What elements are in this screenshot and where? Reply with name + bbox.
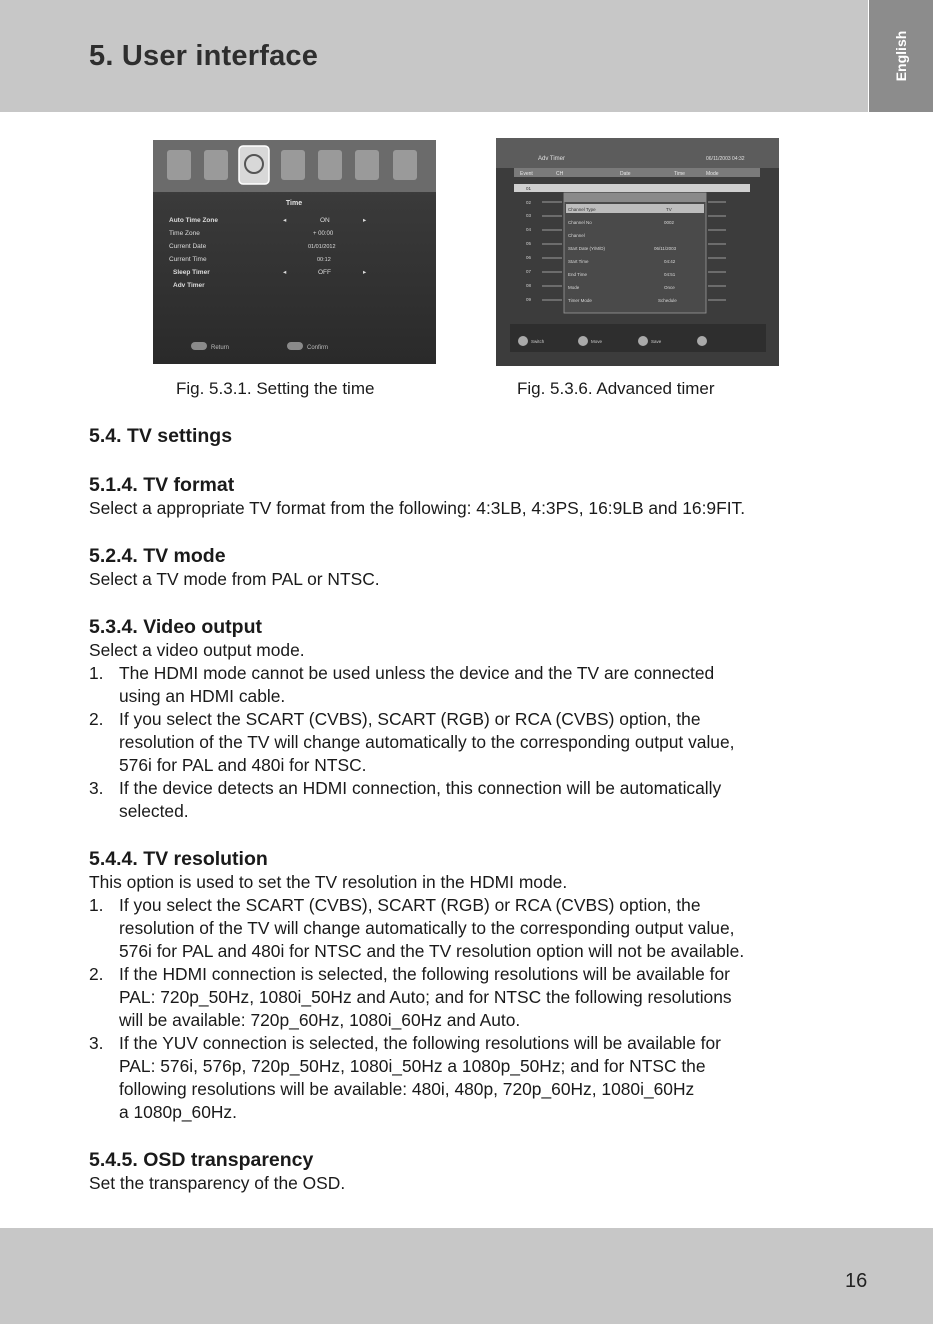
dialog-label: End Time	[568, 272, 588, 277]
return-key-icon	[191, 342, 207, 350]
row-number: 01	[526, 186, 532, 191]
section-text-tv-mode: Select a TV mode from PAL or NTSC.	[89, 569, 380, 589]
list-item: 3. If the YUV connection is selected, the following resolutions will be available for PAL: 576i, 576p, 720p_50Hz, 1080i_50Hz a 1080p_50Hz; and for NTSC the following resolutions will be available: 480i, 480p, 720p_60Hz, 1080i_60Hz a 1080p_60Hz.	[89, 1033, 721, 1122]
section-heading-tv-resolution: 5.4.4. TV resolution	[89, 848, 268, 870]
row-number: 03	[526, 213, 532, 218]
section-heading-osd-transparency: 5.4.5. OSD transparency	[89, 1149, 314, 1171]
dialog-label: Channel No	[568, 220, 592, 225]
column-mode: Mode	[706, 171, 719, 177]
channel-icon	[167, 150, 191, 180]
figure-caption-advanced-timer: Fig. 5.3.6. Advanced timer	[517, 379, 715, 398]
figure-time-settings	[153, 140, 436, 364]
dialog-value: Once	[664, 285, 675, 290]
column-event: Event	[520, 171, 533, 177]
main-content	[89, 424, 869, 1195]
dialog-label: Start Date (Y/M/D)	[568, 246, 606, 251]
column-time: Time	[674, 171, 685, 177]
page-number: 16	[845, 1270, 868, 1292]
tools-icon	[393, 150, 417, 180]
video-output-list	[89, 662, 869, 823]
row-value-current-time: 00:12	[317, 257, 331, 263]
move-key-icon	[578, 336, 588, 346]
clock-icon-selected[interactable]	[239, 146, 269, 184]
usb-icon	[355, 150, 379, 180]
row-label-adv-timer: Adv Timer	[173, 282, 205, 289]
dialog-value: 04:51	[664, 272, 676, 277]
row-number: 04	[526, 227, 532, 232]
list-item: 2. If the HDMI connection is selected, the following resolutions will be available for PAL: 720p_50Hz, 1080i_50Hz and Auto; and for NTSC the following resolutions will be available: 720p_60Hz, 1080i_60Hz and Auto.	[89, 964, 732, 1030]
figure-advanced-timer	[496, 138, 779, 366]
dialog-title-bar	[564, 193, 706, 202]
list-item: 1. If you select the SCART (CVBS), SCART (RGB) or RCA (CVBS) option, the resolution of the TV will change automatically to the corresponding output value, 576i for PAL and 480i for NTSC and the TV resolution option will not be available.	[89, 895, 745, 961]
arrow-right-icon: ▸	[363, 269, 367, 276]
dialog-value: 06/11/2003	[654, 246, 677, 251]
language-label: English	[893, 30, 909, 82]
list-item: 1. The HDMI mode cannot be used unless the device and the TV are connected using an HDMI cable.	[89, 663, 715, 706]
section-heading-video-output: 5.3.4. Video output	[89, 616, 262, 638]
row-number: 06	[526, 255, 532, 260]
section-text-osd-transparency: Set the transparency of the OSD.	[89, 1173, 346, 1193]
row-value-auto-time-zone: ON	[320, 217, 330, 224]
row-number: 08	[526, 283, 532, 288]
dialog-value: 04:42	[664, 259, 676, 264]
arrow-left-icon: ◂	[283, 217, 287, 224]
footer-move-label: Move	[591, 339, 603, 344]
screen-datetime: 06/11/2003 04:32	[706, 156, 745, 162]
footer-switch-label: Switch	[531, 339, 545, 344]
arrow-left-icon: ◂	[283, 269, 287, 276]
screen-title: Adv Timer	[538, 156, 566, 162]
selected-row-highlight[interactable]	[514, 184, 750, 192]
dialog-value: 0002	[664, 220, 675, 225]
exit-key-icon	[697, 336, 707, 346]
row-label-current-date: Current Date	[169, 243, 207, 250]
section-heading-tv-format: 5.1.4. TV format	[89, 474, 235, 496]
dialog-label: Mode	[568, 285, 580, 290]
section-text-tv-resolution: This option is used to set the TV resolution in the HDMI mode.	[89, 872, 568, 892]
footer-bar	[510, 324, 766, 352]
row-number: 07	[526, 269, 532, 274]
row-value-time-zone: + 00:00	[313, 231, 334, 237]
list-item: 2. If you select the SCART (CVBS), SCART (RGB) or RCA (CVBS) option, the resolution of the TV will change automatically to the corresponding output value, 576i for PAL and 480i for NTSC.	[89, 709, 735, 775]
column-ch: CH	[556, 171, 564, 177]
row-label-time-zone: Time Zone	[169, 230, 200, 237]
column-date: Date	[620, 171, 631, 177]
row-label-auto-time-zone: Auto Time Zone	[169, 217, 218, 224]
row-label-sleep-timer: Sleep Timer	[173, 269, 210, 276]
section-heading-tv-settings: 5.4. TV settings	[89, 425, 233, 447]
page-header	[0, 0, 868, 112]
option-icon	[281, 150, 305, 180]
screen-title: Time	[285, 200, 303, 207]
row-value-sleep-timer: OFF	[318, 269, 331, 276]
tv-resolution-list	[89, 894, 869, 1124]
title-bar	[496, 138, 779, 168]
dialog-label: Channel Type	[568, 207, 596, 212]
page-title: 5. User interface	[89, 40, 319, 72]
page-footer	[0, 1228, 933, 1324]
ok-key-icon	[287, 342, 303, 350]
row-number: 02	[526, 200, 532, 205]
section-text-video-output: Select a video output mode.	[89, 640, 305, 660]
figure-caption-time: Fig. 5.3.1. Setting the time	[176, 379, 375, 398]
dialog-label: Channel	[568, 233, 585, 238]
row-number: 09	[526, 297, 532, 302]
picture-icon	[204, 150, 228, 180]
dialog-label: Timer Mode	[568, 298, 592, 303]
arrow-right-icon: ▸	[363, 217, 367, 224]
row-value-current-date: 01/01/2012	[308, 244, 336, 250]
row-label-current-time: Current Time	[169, 256, 207, 263]
section-heading-tv-mode: 5.2.4. TV mode	[89, 545, 226, 567]
dialog-label: Start Time	[568, 259, 589, 264]
footer-confirm-label: Confirm	[307, 345, 329, 351]
list-item: 3. If the device detects an HDMI connection, this connection will be automatically selected.	[89, 778, 722, 821]
footer-return-label: Return	[211, 345, 230, 351]
column-header-bar	[514, 168, 760, 177]
system-icon	[318, 150, 342, 180]
row-number: 05	[526, 241, 532, 246]
switch-key-icon	[518, 336, 528, 346]
section-text-tv-format: Select a appropriate TV format from the following: 4:3LB, 4:3PS, 16:9LB and 16:9FIT.	[89, 498, 746, 518]
dialog-value: Schedule	[658, 298, 677, 303]
dialog-value: TV	[666, 207, 672, 212]
save-key-icon	[638, 336, 648, 346]
language-tab	[869, 0, 933, 112]
footer-save-label: Save	[651, 339, 662, 344]
